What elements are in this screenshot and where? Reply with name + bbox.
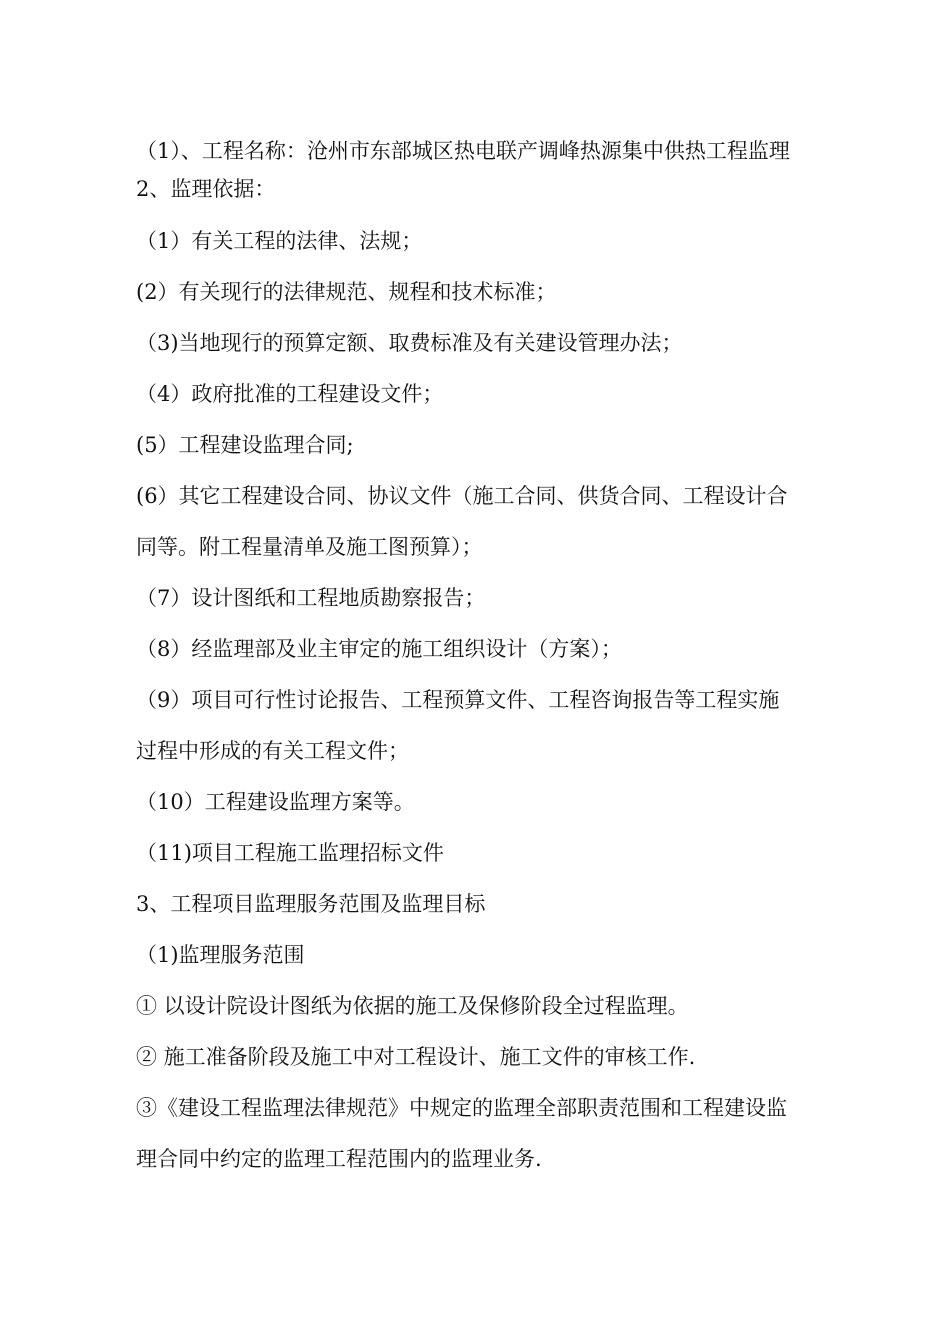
scope-item-1: ① 以设计院设计图纸为依据的施工及保修阶段全过程监理。 <box>136 994 689 1018</box>
basis-item-8: （8）经监理部及业主审定的施工组织设计（方案）； <box>136 637 622 661</box>
basis-item-2: (2）有关现行的法律规范、规程和技术标准； <box>136 280 557 304</box>
scope-item-3-line-1: ③《建设工程监理法律规范》中规定的监理全部职责范围和工程建设监 <box>136 1096 787 1120</box>
basis-item-7: （7）设计图纸和工程地质勘察报告； <box>136 586 486 610</box>
basis-item-6-line-2: 同等。附工程量清单及施工图预算）； <box>136 535 483 559</box>
basis-item-10: （10）工程建设监理方案等。 <box>136 790 415 814</box>
scope-subheading: （1)监理服务范围 <box>136 943 305 967</box>
section-3-heading: 3、工程项目监理服务范围及监理目标 <box>136 892 486 916</box>
basis-item-4: （4）政府批准的工程建设文件； <box>136 382 444 406</box>
basis-item-11: （11)项目工程施工监理招标文件 <box>136 841 444 865</box>
basis-item-3: （3)当地现行的预算定额、取费标准及有关建设管理办法； <box>136 331 683 355</box>
scope-item-3-line-2: 理合同中约定的监理工程范围内的监理业务. <box>136 1147 542 1171</box>
basis-item-9-line-2: 过程中形成的有关工程文件； <box>136 739 409 763</box>
scope-item-2: ② 施工准备阶段及施工中对工程设计、施工文件的审核工作. <box>136 1045 696 1069</box>
basis-item-6-line-1: (6）其它工程建设合同、协议文件（施工合同、供货合同、工程设计合 <box>136 484 788 508</box>
basis-item-1: （1）有关工程的法律、法规； <box>136 229 423 253</box>
section-2-heading: 2、监理依据： <box>136 177 276 201</box>
basis-item-9-line-1: （9）项目可行性讨论报告、工程预算文件、工程咨询报告等工程实施 <box>136 688 780 712</box>
project-name-line: （1）、工程名称：沧州市东部城区热电联产调峰热源集中供热工程监理 <box>136 139 790 163</box>
basis-item-5: (5）工程建设监理合同; <box>136 433 354 457</box>
